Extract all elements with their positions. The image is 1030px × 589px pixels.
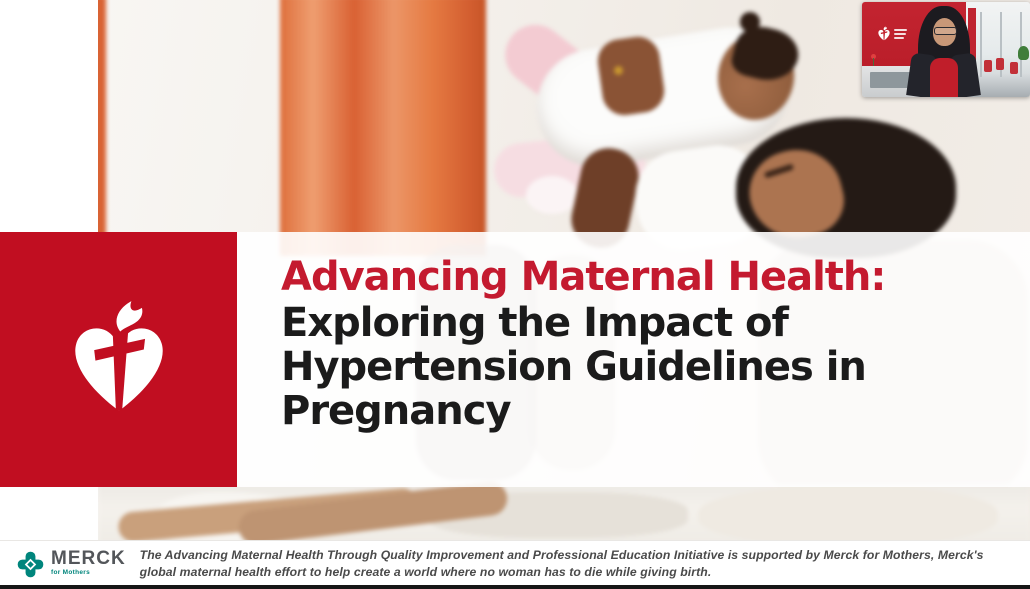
merck-for-mothers-label: for Mothers: [51, 568, 91, 576]
gold-ring: [614, 66, 623, 75]
title-line-black: Hypertension Guidelines in: [281, 344, 866, 390]
cam-red-chair: [1010, 62, 1018, 74]
cam-window-mullion: [1020, 12, 1022, 77]
title-line-black: Pregnancy: [281, 388, 511, 434]
presenter-video-tile[interactable]: [862, 2, 1030, 97]
cam-plant: [1018, 46, 1029, 60]
bottom-letterbox-strip: [0, 585, 1030, 589]
disclaimer-line: global maternal health effort to help create a world where no woman has to die while giving birth.: [139, 564, 712, 579]
slide-title: [281, 254, 1021, 433]
merck-wordmark: MERCK: [51, 547, 126, 569]
cam-window-mullion: [980, 12, 982, 77]
merck-wordmark-group: [51, 549, 126, 576]
aha-brand-square: [0, 232, 237, 487]
presenter-red-top: [930, 58, 958, 97]
disclaimer-line: The Advancing Maternal Health Through Quality Improvement and Professional Education Initiative is supported by Merck for Mothers, Merck's: [139, 548, 984, 562]
cam-logo-text-line: [894, 37, 904, 39]
cam-red-chair: [996, 58, 1004, 70]
sponsor-disclaimer: [140, 547, 984, 580]
curtain-edge: [98, 0, 106, 256]
merck-logo-icon: [16, 550, 45, 579]
cam-logo-text-line: [894, 33, 906, 35]
title-line-red: Advancing Maternal Health:: [281, 254, 886, 300]
orange-curtain: [280, 0, 486, 256]
aha-heart-torch-icon-small: [876, 26, 892, 42]
cam-flower-stem: [873, 58, 874, 66]
baby-bootie: [526, 176, 578, 214]
bed-sheet-fold: [698, 486, 998, 540]
mother-hand: [595, 34, 667, 118]
title-line-black: Exploring the Impact of: [281, 300, 788, 346]
sponsor-footer-bar: [0, 540, 1030, 586]
baby-hair-tuft: [740, 12, 760, 32]
merck-logo: [16, 549, 126, 579]
cam-red-chair: [984, 60, 992, 72]
cam-logo-text-line: [894, 29, 907, 31]
aha-heart-torch-icon: [57, 298, 181, 422]
presenter-glasses: [934, 27, 957, 35]
